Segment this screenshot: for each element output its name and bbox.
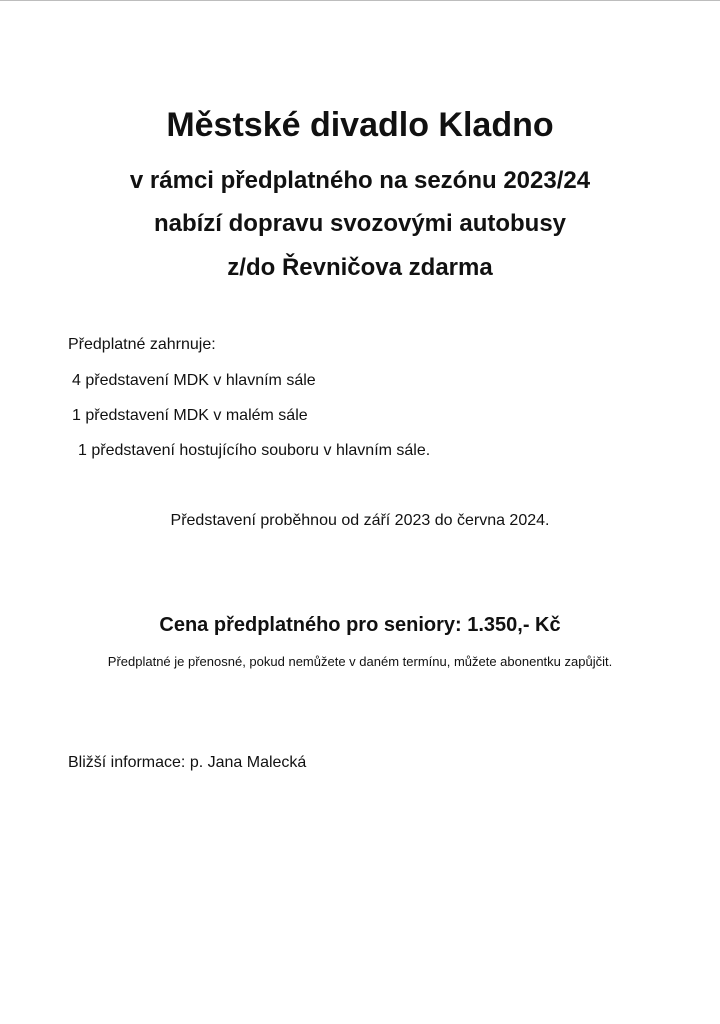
subscription-label: Předplatné zahrnuje: [68, 336, 216, 353]
subscription-item: 1 představení MDK v malém sále [72, 407, 308, 424]
subtitle-line-season: v rámci předplatného na sezónu 2023/24 [129, 167, 591, 194]
top-border [0, 0, 720, 1]
subscription-item: 1 představení hostujícího souboru v hlavním sále. [78, 442, 431, 459]
page-title: Městské divadlo Kladno [166, 106, 554, 144]
subtitle-line-route: z/do Řevničova zdarma [227, 254, 493, 281]
subscription-item: 4 představení MDK v hlavním sále [72, 372, 316, 389]
price-heading: Cena předplatného pro seniory: 1.350,- Kč [159, 614, 561, 636]
transfer-note: Předplatné je přenosné, pokud nemůžete v daném termínu, můžete abonentku zapůjčit. [107, 654, 613, 669]
performance-dates: Představení proběhnou od září 2023 do června 2024. [170, 512, 550, 529]
contact-info: Bližší informace: p. Jana Malecká [68, 754, 307, 771]
subtitle-line-transport: nabízí dopravu svozovými autobusy [153, 210, 567, 237]
